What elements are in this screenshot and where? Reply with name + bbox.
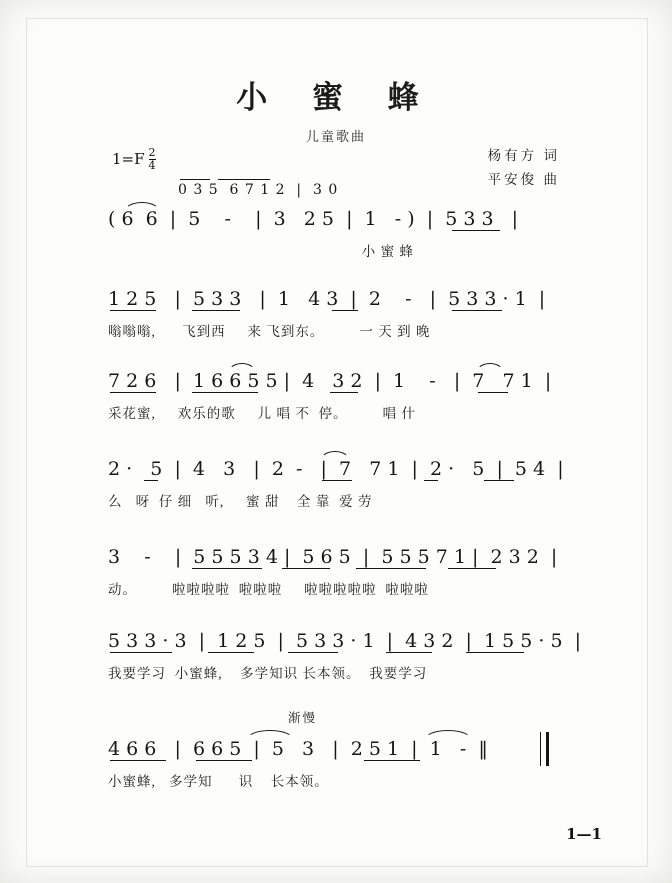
beam-icon xyxy=(466,652,524,653)
system-lyrics: 么 呀 仔 细 听, 蜜 甜 全 靠 爱 劳 xyxy=(108,494,373,509)
system-notes: ( 6 6 | 5 - | 3 2 5 | 1 - ) | 5 3 3 | xyxy=(108,208,519,230)
system-lyrics: 嗡嗡嗡, 飞到西 来 飞到东。 一 天 到 晚 xyxy=(108,324,431,339)
beam-icon xyxy=(332,310,358,311)
beam-icon xyxy=(478,392,508,393)
beam-icon xyxy=(424,480,438,481)
beam-icon xyxy=(110,760,166,761)
beam-icon xyxy=(484,480,514,481)
beam-icon xyxy=(288,652,338,653)
beam-icon xyxy=(110,652,172,653)
beam-icon xyxy=(448,568,496,569)
final-barline-thin xyxy=(540,732,541,766)
page-number: 1—1 xyxy=(566,825,602,843)
system-lyrics: 小蜜蜂, 多学知 识 长本领。 xyxy=(108,774,329,789)
time-signature xyxy=(149,147,156,171)
system-notes: 3 - | 5 5 5 3 4 | 5 6 5 | 5 5 5 7 1 | 2 3 2 | xyxy=(108,546,558,568)
beam-icon xyxy=(144,480,158,481)
system-notes: 7 2 6 | 1 6 6 5 5 | 4 3 2 | 1 - | 7 7 1 | xyxy=(108,370,552,392)
system-notes: 5 3 3 · 3 | 1 2 5 | 5 3 3 · 1 | 4 3 2 | 1 5 5 · 5 | xyxy=(108,630,582,652)
beam-icon xyxy=(196,760,252,761)
beam-icon xyxy=(452,310,502,311)
composer: 平安俊 曲 xyxy=(487,171,560,187)
time-signature-numerator: 2 xyxy=(148,146,156,159)
beam-icon xyxy=(180,179,210,180)
beam-icon xyxy=(452,230,500,231)
page-title: 小 蜜 蜂 xyxy=(236,80,436,116)
beam-icon xyxy=(208,652,254,653)
system-lyrics: 动。 啦啦啦啦 啦啦啦 啦啦啦啦啦 啦啦啦 xyxy=(108,582,429,597)
beam-icon xyxy=(322,480,352,481)
beam-icon xyxy=(330,392,358,393)
time-signature-denominator: 4 xyxy=(148,158,156,172)
beam-icon xyxy=(218,179,270,180)
beam-icon xyxy=(110,310,156,311)
final-barline-thick xyxy=(546,732,549,766)
key-signature xyxy=(112,148,156,172)
system-lyrics: 我要学习 小蜜蜂, 多学知识 长本领。 我要学习 xyxy=(108,666,428,681)
lyricist: 杨有方 词 xyxy=(487,148,560,163)
tempo-marking: 渐慢 xyxy=(288,711,318,725)
system-notes: 2 · 5 | 4 3 | 2 - | 7 7 1 | 2 · 5 | 5 4 | xyxy=(108,458,564,480)
key-signature-text: 1=F xyxy=(112,150,145,169)
beam-icon xyxy=(386,652,432,653)
beam-icon xyxy=(192,310,240,311)
beam-icon xyxy=(192,568,262,569)
beam-icon xyxy=(110,392,156,393)
system-lyrics: 小 蜜 蜂 xyxy=(108,244,414,259)
beam-icon xyxy=(356,568,426,569)
beam-icon xyxy=(282,568,330,569)
system-notes: 1 2 5 | 5 3 3 | 1 4 3 | 2 - | 5 3 3 · 1 | xyxy=(108,288,546,310)
subtitle: 儿童歌曲 xyxy=(305,129,366,144)
beam-icon xyxy=(364,760,420,761)
system-notes: 4 6 6 | 6 6 5 | 5 3 | 2 5 1 | 1 - ‖ xyxy=(108,738,488,760)
beam-icon xyxy=(192,392,258,393)
pickup-notes: 0 3 5 6 7 1 2 | 3 0 xyxy=(178,182,339,198)
system-lyrics: 采花蜜, 欢乐的歌 儿 唱 不 停。 唱 什 xyxy=(108,406,416,421)
credits xyxy=(488,144,560,191)
